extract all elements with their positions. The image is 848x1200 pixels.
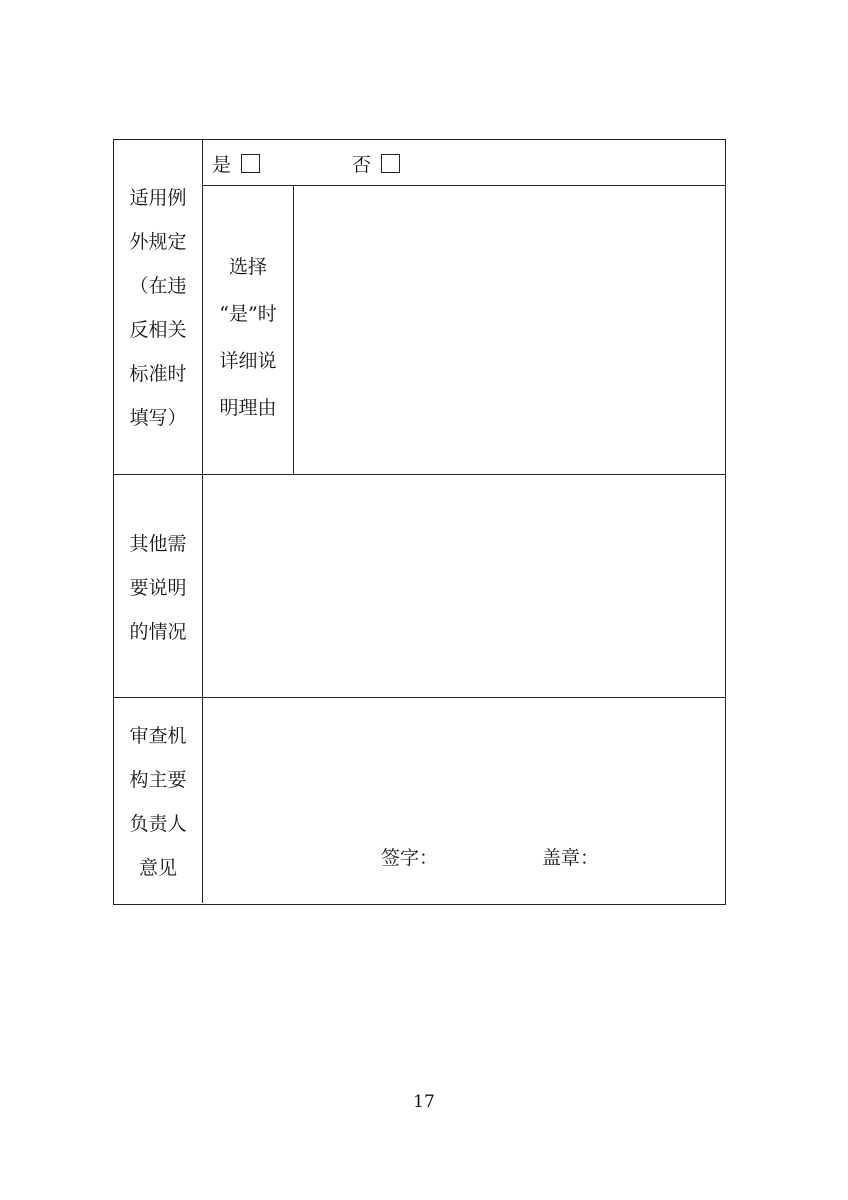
page-number: 17 <box>413 1092 435 1112</box>
signature-label: 签字： <box>381 847 439 869</box>
yes-option <box>212 140 260 186</box>
reviewer-opinion-input-area[interactable] <box>204 699 725 849</box>
seal-label: 盖章： <box>542 847 600 869</box>
reason-label-line: “是”时 <box>219 303 277 325</box>
exception-rule-label-line: 填写） <box>129 407 187 429</box>
yes-label: 是 <box>212 153 232 176</box>
reason-label-line: 明理由 <box>219 397 277 419</box>
no-checkbox[interactable] <box>381 154 400 173</box>
other-notes-label-line: 其他需 <box>129 533 187 555</box>
other-notes-label <box>114 522 202 654</box>
review-form-table <box>113 139 726 905</box>
reviewer-opinion-label-line: 审查机 <box>129 725 187 747</box>
exception-rule-label-line: 外规定 <box>129 231 187 253</box>
reviewer-opinion-label-line: 负责人 <box>129 813 187 835</box>
exception-rule-label-line: （在违 <box>129 275 187 297</box>
no-label: 否 <box>352 153 372 176</box>
reason-label-line: 选择 <box>228 256 267 278</box>
reason-label <box>203 244 293 432</box>
no-option <box>352 140 400 186</box>
yes-no-row-divider <box>203 185 725 186</box>
reason-label-line: 详细说 <box>219 350 277 372</box>
other-notes-label-line: 的情况 <box>129 621 187 643</box>
reason-label-divider <box>293 185 294 474</box>
exception-rule-label-line: 标准时 <box>129 363 187 385</box>
section-divider-1 <box>114 474 725 475</box>
section-divider-2 <box>114 697 725 698</box>
yes-checkbox[interactable] <box>241 154 260 173</box>
exception-rule-label <box>114 176 202 440</box>
exception-rule-label-line: 反相关 <box>129 319 187 341</box>
other-notes-label-line: 要说明 <box>129 577 187 599</box>
reviewer-opinion-label <box>114 714 202 890</box>
reviewer-opinion-label-line: 构主要 <box>129 769 187 791</box>
reason-input-area[interactable] <box>295 187 725 473</box>
exception-rule-label-line: 适用例 <box>129 187 187 209</box>
reviewer-opinion-label-line: 意见 <box>138 857 177 879</box>
other-notes-input-area[interactable] <box>204 476 725 696</box>
